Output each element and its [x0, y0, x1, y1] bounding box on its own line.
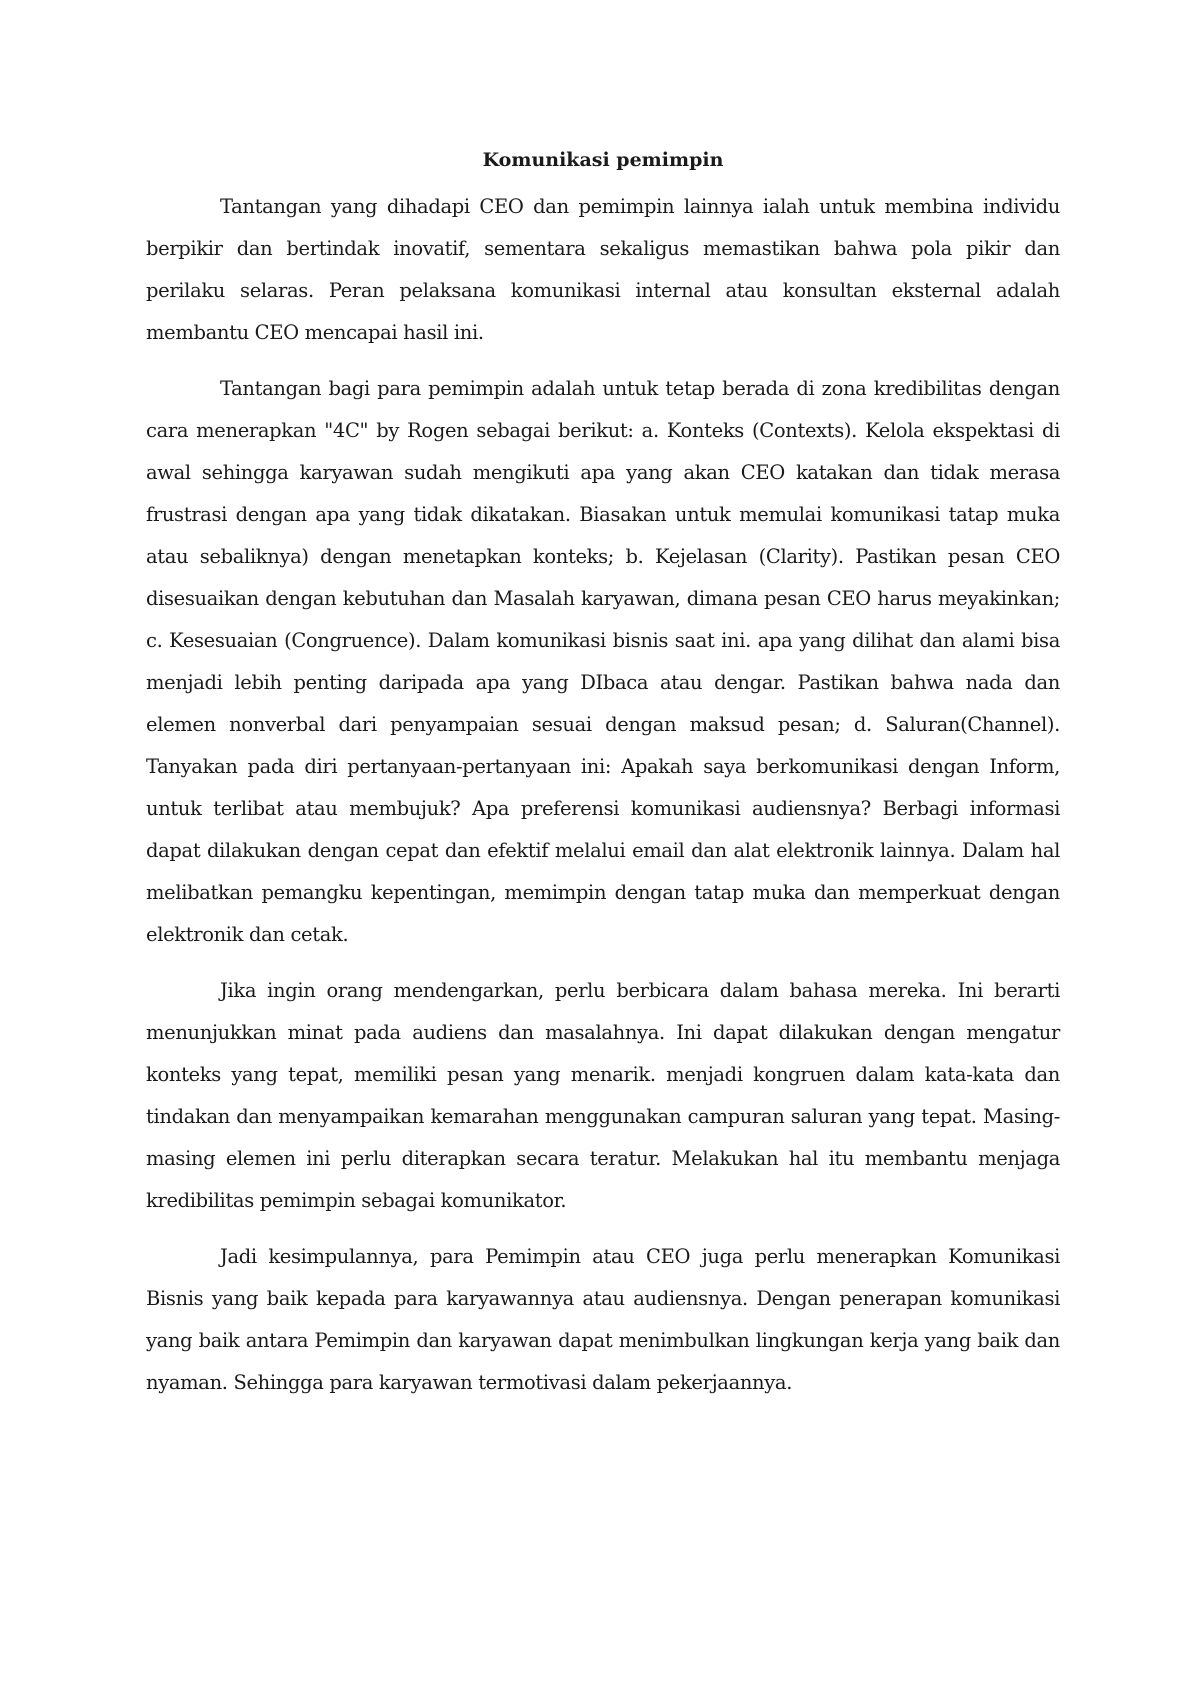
document-title: Komunikasi pemimpin [482, 149, 724, 171]
paragraph-intro: Tantangan yang dihadapi CEO dan pemimpin lainnya ialah untuk membina individu berpikir dan bertindak inovatif, sementara sekaligus memastikan bahwa pola pikir dan perilaku selaras. Peran pelaksana komunikasi internal atau konsultan eksternal adalah membantu CEO mencapai hasil ini. [146, 195, 1060, 344]
paragraph-conclusion: Jadi kesimpulannya, para Pemimpin atau CEO juga perlu menerapkan Komunikasi Bisnis yang baik kepada para karyawannya atau audiensnya. Dengan penerapan komunikasi yang baik antara Pemimpin dan karyawan dapat menimbulkan lingkungan kerja yang baik dan nyaman. Sehingga para karyawan termotivasi dalam pekerjaannya. [146, 1245, 1060, 1394]
document-body [146, 146, 1060, 1418]
paragraph-4c: Tantangan bagi para pemimpin adalah untuk tetap berada di zona kredibilitas dengan cara menerapkan "4C" by Rogen sebagai berikut: a. Konteks (Contexts). Kelola ekspektasi di awal sehingga karyawan sudah mengikuti apa yang akan CEO katakan dan tidak merasa frustrasi dengan apa yang tidak dikatakan. Biasakan untuk memulai komunikasi tatap muka atau sebaliknya) dengan menetapkan konteks; b. Kejelasan (Clarity). Pastikan pesan CEO disesuaikan dengan kebutuhan dan Masalah karyawan, dimana pesan CEO harus meyakinkan; c. Kesesuaian (Congruence). Dalam komunikasi bisnis saat ini. apa yang dilihat dan alami bisa menjadi lebih penting daripada apa yang DIbaca atau dengar. Pastikan bahwa nada dan elemen nonverbal dari penyampaian sesuai dengan maksud pesan; d. Saluran(Channel). Tanyakan pada diri pertanyaan-pertanyaan ini: Apakah saya berkomunikasi dengan Inform, untuk terlibat atau membujuk? Apa preferensi komunikasi audiensnya? Berbagi informasi dapat dilakukan dengan cepat dan efektif melalui email dan alat elektronik lainnya. Dalam hal melibatkan pemangku kepentingan, memimpin dengan tatap muka dan memperkuat dengan elektronik dan cetak. [146, 377, 1060, 946]
paragraph-audience: Jika ingin orang mendengarkan, perlu berbicara dalam bahasa mereka. Ini berarti menunjukkan minat pada audiens dan masalahnya. Ini dapat dilakukan dengan mengatur konteks yang tepat, memiliki pesan yang menarik. menjadi kongruen dalam kata-kata dan tindakan dan menyampaikan kemarahan menggunakan campuran saluran yang tepat. Masing-masing elemen ini perlu diterapkan secara teratur. Melakukan hal itu membantu menjaga kredibilitas pemimpin sebagai komunikator. [146, 979, 1060, 1212]
